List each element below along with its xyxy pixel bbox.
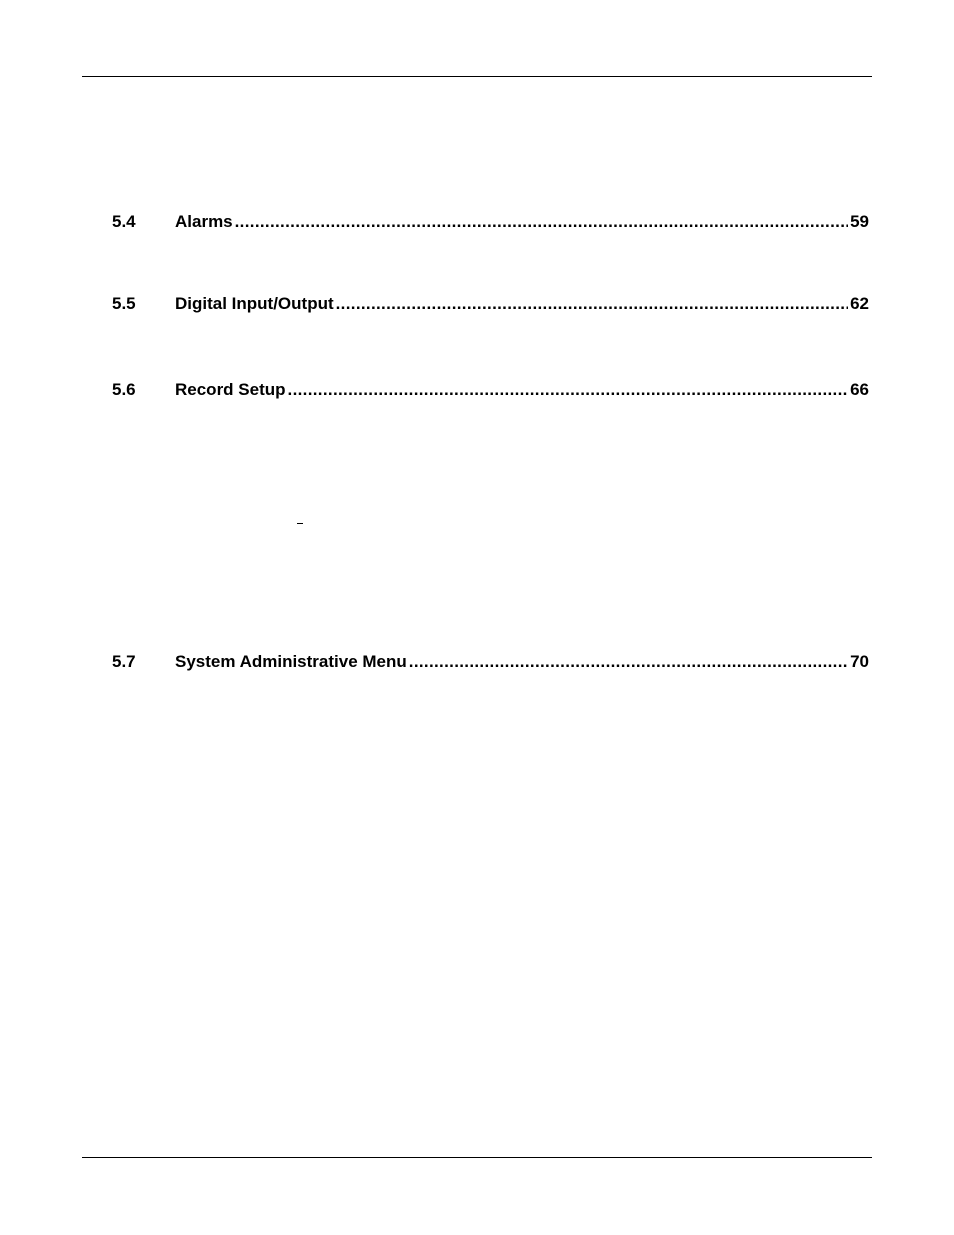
toc-entry-page: 59 xyxy=(850,212,869,231)
toc-entry-system-administrative-menu[interactable] xyxy=(112,651,869,673)
toc-entry-page: 62 xyxy=(850,294,869,313)
header-rule xyxy=(82,76,872,77)
toc-entry-page: 66 xyxy=(850,380,869,399)
toc-dot-leader xyxy=(409,651,848,673)
toc-entry-record-setup[interactable] xyxy=(112,379,869,401)
toc-entry-number: 5.6 xyxy=(112,380,136,399)
stray-dash-mark xyxy=(297,523,303,524)
toc-dot-leader xyxy=(336,293,848,315)
toc-entry-title: System Administrative Menu xyxy=(175,652,407,671)
toc-entry-page: 70 xyxy=(850,652,869,671)
footer-rule xyxy=(82,1157,872,1158)
toc-entry-number: 5.4 xyxy=(112,212,136,231)
toc-entry-number: 5.7 xyxy=(112,652,136,671)
toc-dot-leader xyxy=(235,211,848,233)
toc-entry-title: Record Setup xyxy=(175,380,286,399)
toc-entry-title: Alarms xyxy=(175,212,233,231)
toc-entry-number: 5.5 xyxy=(112,294,136,313)
toc-entry-alarms[interactable] xyxy=(112,211,869,233)
toc-dot-leader xyxy=(288,379,849,401)
toc-entry-digital-input-output[interactable] xyxy=(112,293,869,315)
toc-entry-title: Digital Input/Output xyxy=(175,294,334,313)
